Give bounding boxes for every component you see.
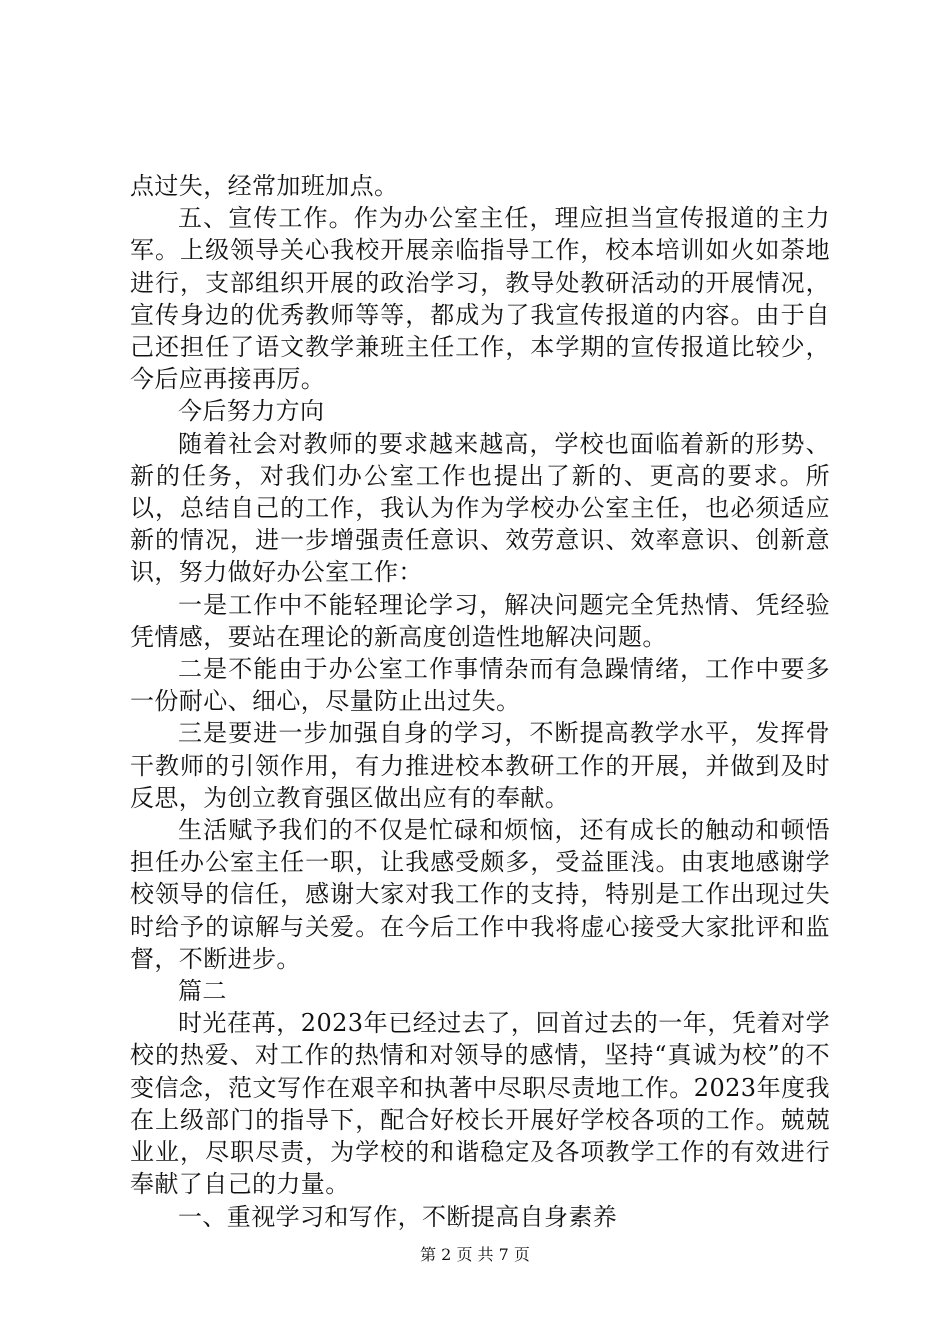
paragraph-continuation: 点过失，经常加班加点。 [130,172,399,200]
paragraph-publicity-work: 五、宣传工作。作为办公室主任，理应担当宣传报道的主力军。上级领导关心我校开展亲临指导工作，校本培训如火如荼地进行，支部组织开展的政治学习，教导处教研活动的开展情况，宣传身边的优秀教师等等，都成为了我宣传报道的内容。由于自己还担任了语文教学兼班主任工作，本学期的宣传报道比较少，今后应再接再厉。 [130,204,830,394]
paragraph-closing-thanks: 生活赋予我们的不仅是忙碌和烦恼，还有成长的触动和顿悟担任办公室主任一职，让我感受颇多，受益匪浅。由衷地感谢学校领导的信任，感谢大家对我工作的支持，特别是工作出现过失时给予的谅解与关爱。在今后工作中我将虚心接受大家批评和监督，不断进步。 [130,816,830,973]
paragraph-new-requirements: 随着社会对教师的要求越来越高，学校也面临着新的形势、新的任务，对我们办公室工作也提出了新的、更高的要求。所以，总结自己的工作，我认为作为学校办公室主任，也必须适应新的情况，进一步增强责任意识、效劳意识、效率意识、创新意识，努力做好办公室工作： [130,429,830,587]
paragraph-point-two: 二是不能由于办公室工作事情杂而有急躁情绪，工作中要多一份耐心、细心，尽量防止出过失。 [130,655,830,716]
heading-part-two: 篇二 [178,977,227,1006]
page-number-footer: 第 2 页 共 7 页 [420,1245,530,1264]
heading-study-and-writing: 一、重视学习和写作，不断提高自身素养 [178,1202,618,1231]
document-body [130,170,830,1233]
paragraph-point-three: 三是要进一步加强自身的学习，不断提高教学水平，发挥骨干教师的引领作用，有力推进校本教研工作的开展，并做到及时反思，为创立教育强区做出应有的奉献。 [130,719,830,812]
paragraph-point-one: 一是工作中不能轻理论学习，解决问题完全凭热情、凭经验凭情感，要站在理论的新高度创造性地解决问题。 [130,590,830,651]
heading-future-direction: 今后努力方向 [178,397,325,426]
paragraph-year-review: 时光荏苒，2023年已经过去了，回首过去的一年，凭着对学校的热爱、对工作的热情和对领导的感情，坚持“真诚为校”的不变信念，范文写作在艰辛和执著中尽职尽责地工作。2023年度我在上级部门的指导下，配合好校长开展好学校各项的工作。兢兢业业，尽职尽责，为学校的和谐稳定及各项教学工作的有效进行奉献了自己的力量。 [130,1009,830,1199]
